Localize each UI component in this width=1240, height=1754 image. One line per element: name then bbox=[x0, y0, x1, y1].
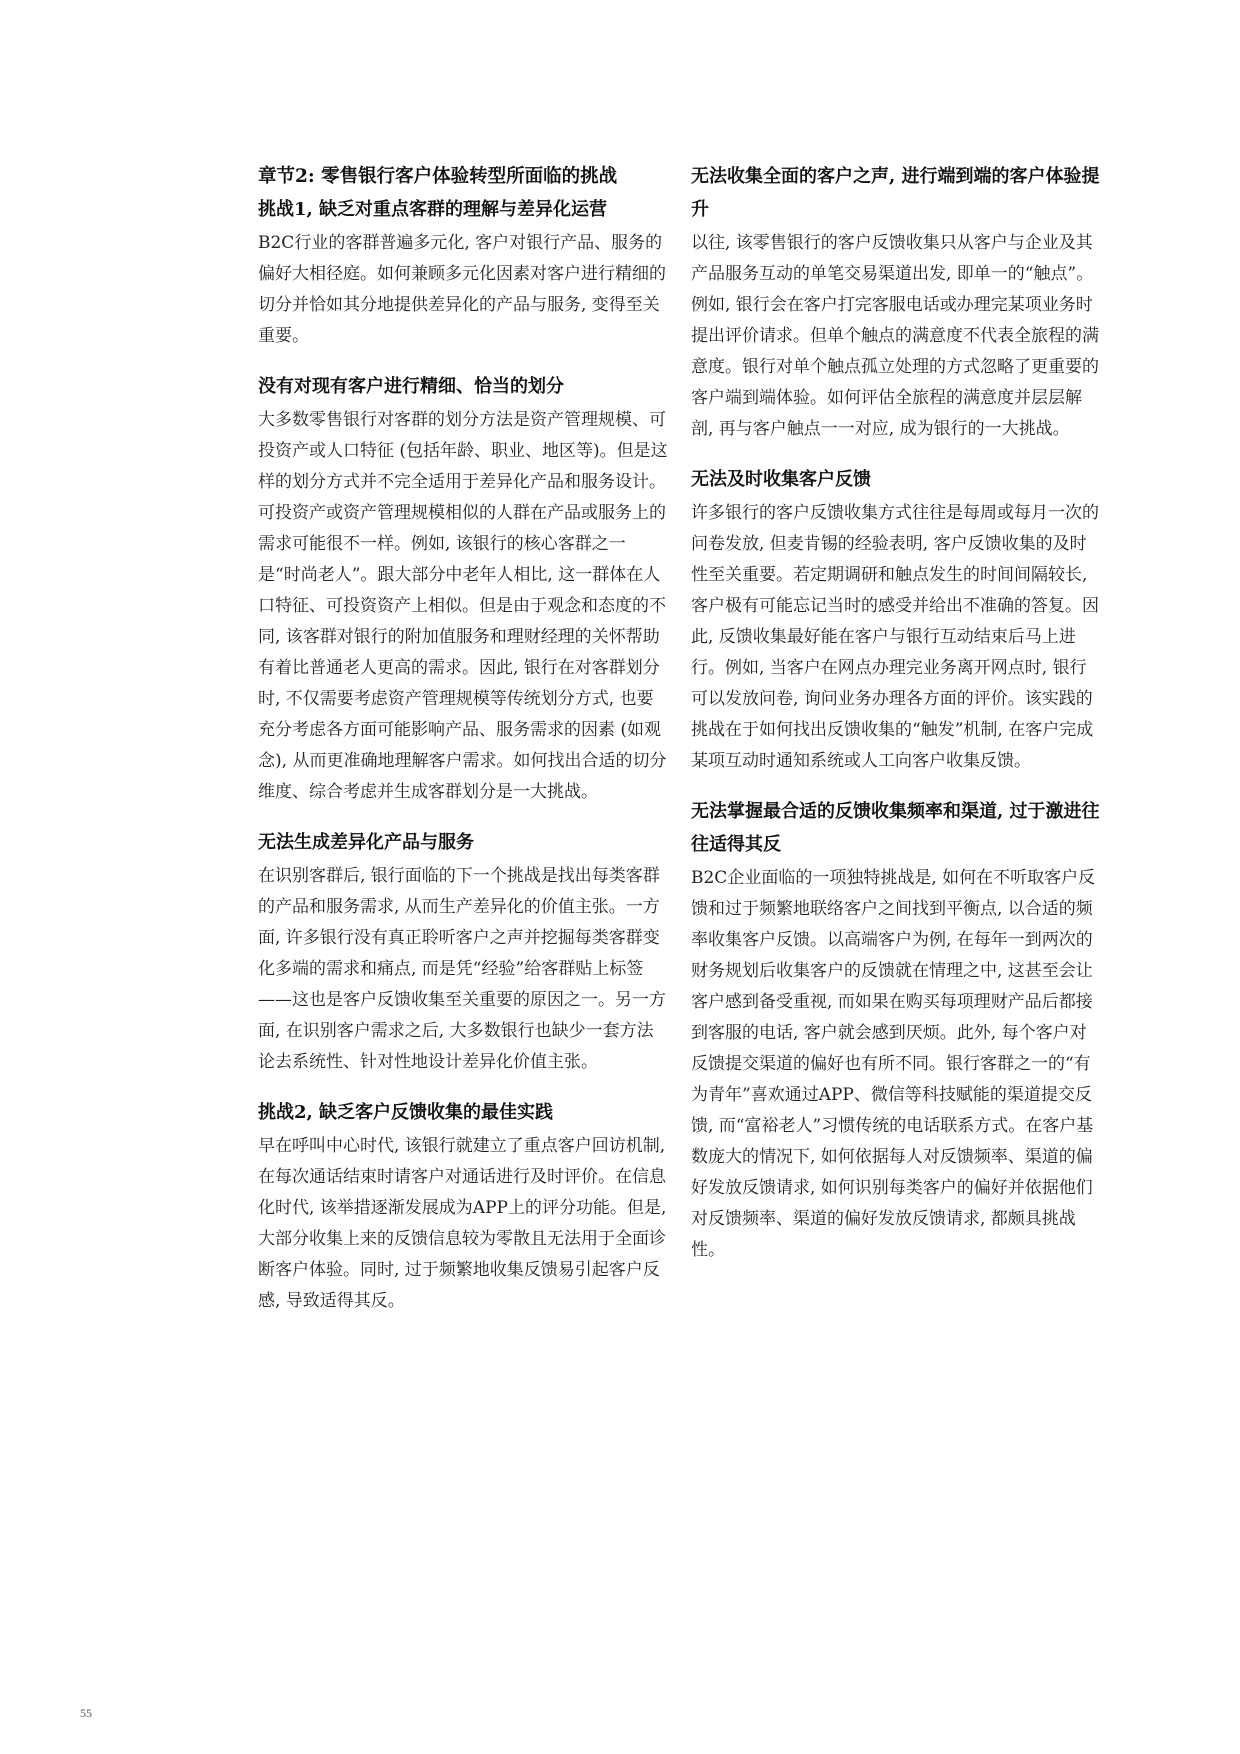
sub5-body: B2C企业面临的一项独特挑战是, 如何在不听取客户反馈和过于频繁地联络客户之间找到平衡点, 以合适的频率收集客户反馈。以高端客户为例, 在每年一到两次的财务规划后收集客户的反馈就在情理之中, 这甚至会让客户感到备受重视, 而如果在购买每项理财产品后都接到客服的电话, 客户就会感到厌烦。此外, 每个客户对反馈提交渠道的偏好也有所不同。银行客群之一的“有为青年”喜欢通过APP、微信等科技赋能的渠道提交反馈, 而“富裕老人”习惯传统的电话联系方式。在客户基数庞大的情况下, 如何依据每人对反馈频率、渠道的偏好发放反馈请求, 如何识别每类客户的偏好并依据他们对反馈频率、渠道的偏好发放反馈请求, 都颇具挑战性。 bbox=[691, 868, 1096, 1260]
sub5-title: 无法掌握最合适的反馈收集频率和渠道, 过于激进往往适得其反 bbox=[691, 801, 1100, 855]
challenge1-intro: B2C行业的客群普遍多元化, 客户对银行产品、服务的偏好大相径庭。如何兼顾多元化因素对客户进行精细的切分并恰如其分地提供差异化的产品与服务, 变得至关重要。 bbox=[258, 233, 666, 346]
sub4-body: 许多银行的客户反馈收集方式往往是每周或每月一次的问卷发放, 但麦肯锡的经验表明, 客户反馈收集的及时性至关重要。若定期调研和触点发生的时间间隔较长, 客户极有可能忘记当时的感受并给出不准确的答复。因此, 反馈收集最好能在客户与银行互动结束后马上进行。例如, 当客户在网点办理完业务离开网点时, 银行可以发放问卷, 询问业务办理各方面的评价。该实践的挑战在于如何找出反馈收集的“触发”机制, 在客户完成某项互动时通知系统或人工向客户收集反馈。 bbox=[691, 503, 1099, 771]
challenge1-title: 挑战1, 缺乏对重点客群的理解与差异化运营 bbox=[258, 199, 608, 220]
sub2-body: 在识别客群后, 银行面临的下一个挑战是找出每类客群的产品和服务需求, 从而生产差异化的价值主张。一方面, 许多银行没有真正聆听客户之声并挖掘每类客群变化多端的需求和痛点, 而是凭“经验”给客群贴上标签——这也是客户反馈收集至关重要的原因之一。另一方面, 在识别客户需求之后, 大多数银行也缺少一套方法论去系统性、针对性地设计差异化价值主张。 bbox=[258, 866, 666, 1072]
challenge2-body: 早在呼叫中心时代, 该银行就建立了重点客户回访机制, 在每次通话结束时请客户对通话进行及时评价。在信息化时代, 该举措逐渐发展成为APP上的评分功能。但是, 大部分收集上来的反馈信息较为零散且无法用于全面诊断客户体验。同时, 过于频繁地收集反馈易引起客户反感, 导致适得其反。 bbox=[258, 1136, 667, 1311]
sub4-title: 无法及时收集客户反馈 bbox=[691, 469, 871, 490]
page-number: 55 bbox=[80, 1706, 92, 1720]
sub2-title: 无法生成差异化产品与服务 bbox=[258, 832, 474, 853]
section-title: 章节2: 零售银行客户体验转型所面临的挑战 bbox=[258, 166, 618, 187]
sub1-body: 大多数零售银行对客群的划分方法是资产管理规模、可投资产或人口特征 (包括年龄、职业、地区等)。但是这样的划分方式并不完全适用于差异化产品和服务设计。可投资产或资产管理规模相似的人群在产品或服务上的需求可能很不一样。例如, 该银行的核心客群之一是“时尚老人”。跟大部分中老年人相比, 这一群体在人口特征、可投资资产上相似。但是由于观念和态度的不同, 该客群对银行的附加值服务和理财经理的关怀帮助有着比普通老人更高的需求。因此, 银行在对客群划分时, 不仅需要考虑资产管理规模等传统划分方式, 也要充分考虑各方面可能影响产品、服务需求的因素 (如观念), 从而更准确地理解客户需求。如何找出合适的切分维度、综合考虑并生成客群划分是一大挑战。 bbox=[258, 410, 668, 802]
sub1-title: 没有对现有客户进行精细、恰当的划分 bbox=[258, 376, 564, 397]
left-column bbox=[258, 160, 668, 1317]
sub3-body: 以往, 该零售银行的客户反馈收集只从客户与企业及其产品服务互动的单笔交易渠道出发, 即单一的“触点”。例如, 银行会在客户打完客服电话或办理完某项业务时提出评价请求。但单个触点的满意度不代表全旅程的满意度。银行对单个触点孤立处理的方式忽略了更重要的客户端到端体验。如何评估全旅程的满意度并层层解剖, 再与客户触点一一对应, 成为银行的一大挑战。 bbox=[691, 233, 1099, 439]
challenge2-title: 挑战2, 缺乏客户反馈收集的最佳实践 bbox=[258, 1102, 554, 1123]
right-column bbox=[691, 160, 1101, 1266]
sub3-title: 无法收集全面的客户之声, 进行端到端的客户体验提升 bbox=[691, 166, 1100, 220]
